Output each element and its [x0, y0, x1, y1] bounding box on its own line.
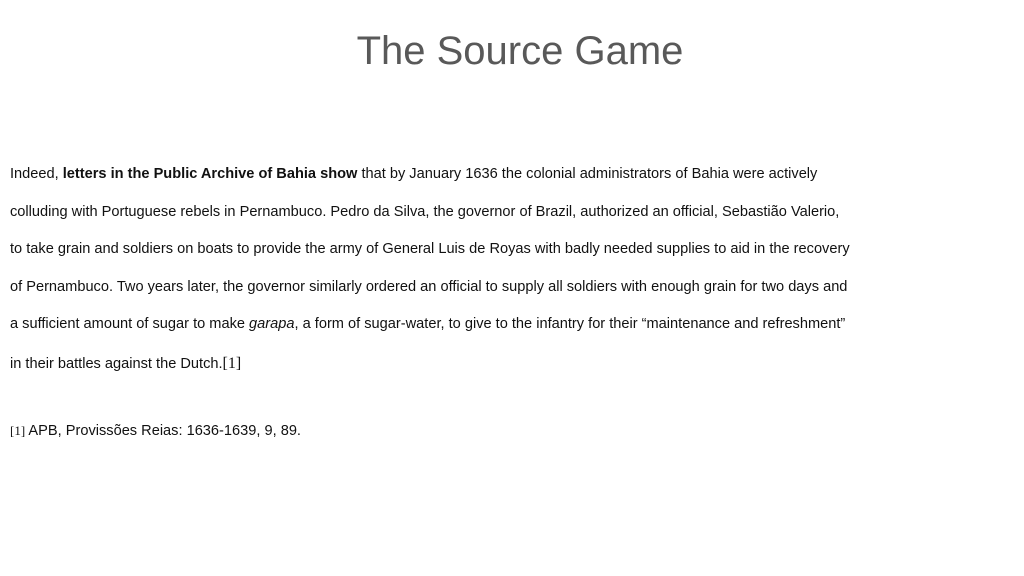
- paragraph-line-6: [10, 344, 1015, 384]
- archive-citation-bold: letters in the Public Archive of Bahia show: [62, 166, 358, 182]
- line1-tail-text: that by January 1636 the colonial administrators of Bahia were actively: [357, 166, 818, 182]
- line5-tail-text: , a form of sugar-water, to give to the infantry for their “maintenance and refreshment”: [294, 316, 846, 333]
- line6-text: in their battles against the Dutch.: [10, 355, 223, 372]
- footnote-mark[interactable]: [1]: [10, 423, 26, 438]
- paragraph-line-1: [10, 156, 1015, 194]
- footnote-reference-link[interactable]: [1]: [222, 354, 242, 372]
- paragraph-line-2: colluding with Portuguese rebels in Pernambuco. Pedro da Silva, the governor of Brazil, authorized an official, Sebastião Valerio,: [10, 203, 840, 220]
- paragraph-line-3: to take grain and soldiers on boats to provide the army of General Luis de Royas with badly needed supplies to aid in the recovery: [10, 241, 850, 258]
- paragraph-line-4: of Pernambuco. Two years later, the governor similarly ordered an official to supply all soldiers with enough grain for two days and: [10, 278, 848, 295]
- line1-lead-text: Indeed,: [10, 166, 63, 182]
- garapa-italic: garapa: [249, 316, 295, 333]
- footnote: [10, 421, 301, 441]
- line5-lead-text: a sufficient amount of sugar to make: [10, 316, 250, 333]
- paragraph-line-5: [10, 306, 1015, 344]
- footnote-text: APB, Provissões Reias: 1636-1639, 9, 89.: [25, 423, 301, 439]
- slide-title: The Source Game: [356, 29, 684, 73]
- body-paragraph: [10, 156, 1015, 384]
